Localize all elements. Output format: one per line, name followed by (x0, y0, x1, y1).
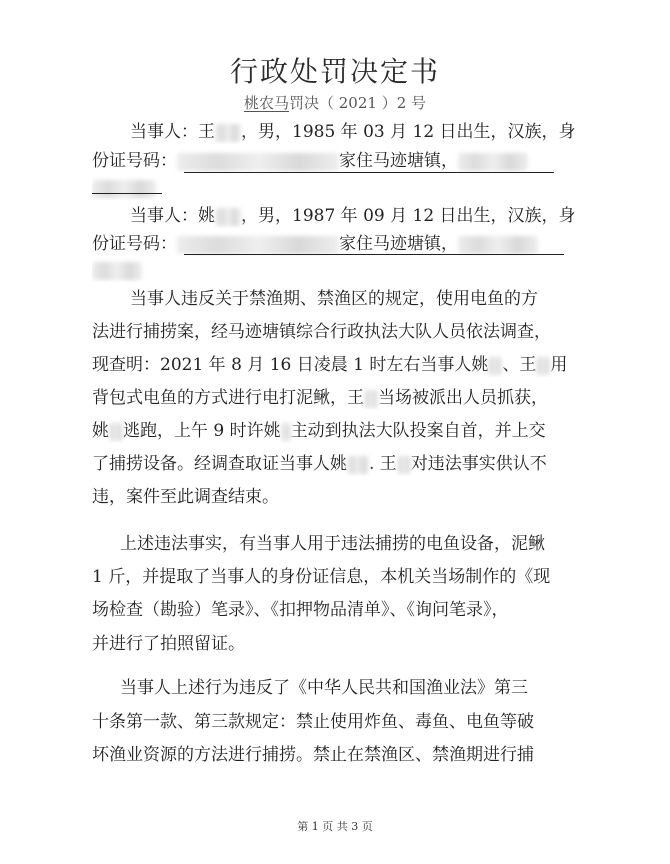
para1-line4-start: 背包式电鱼的方式进行电打泥鳅，王 (92, 388, 364, 408)
para1-line6-mid: . 王 (369, 454, 397, 474)
page-footer: 第 1 页 共 3 页 (297, 820, 373, 833)
party1-underline (184, 172, 554, 173)
para1-line5 (92, 419, 578, 443)
redaction (92, 180, 156, 198)
para3-line2: 十条第一款、第三款规定：禁止使用炸鱼、毒鱼、电鱼等破 (92, 712, 534, 732)
redaction (177, 153, 339, 171)
redaction (215, 208, 241, 226)
redaction (92, 262, 142, 280)
party1-address: 家住马迹塘镇， (339, 151, 458, 171)
redaction (177, 236, 339, 254)
para1-line4-end: 当场被派出人员抓获， (378, 388, 548, 408)
para2-line3: 场检查（勘验）笔录》、《扣押物品清单》、《询问笔录》， (92, 600, 509, 620)
redaction (347, 456, 369, 474)
para1-line6 (92, 452, 578, 476)
para1-line3-start: 现查明：2021 年 8 月 16 日凌晨 1 时左右当事人姚 (92, 355, 489, 375)
para2-line2: 1 斤，并提取了当事人的身份证信息，本机关当场制作的《现 (92, 567, 551, 587)
para1-line5-end: 主动到执法大队投案自首，并上交 (290, 421, 546, 441)
redaction (458, 236, 538, 254)
party1-details: ，男，1985 年 03 月 12 日出生，汉族，身 (241, 122, 576, 142)
party1-name: 王 (198, 122, 215, 142)
party2-line1 (130, 204, 578, 228)
redaction (364, 390, 378, 408)
para1-line4 (92, 386, 578, 410)
redaction (281, 423, 291, 441)
para1-line5-mid: 逃跑，上午 9 时许姚 (123, 421, 281, 441)
party1-label: 当事人： (130, 122, 198, 142)
party2-details: ，男，1987 年 09 月 12 日出生，汉族，身 (241, 206, 576, 226)
party2-name: 姚 (198, 206, 215, 226)
party2-label: 当事人： (130, 206, 198, 226)
document-number (0, 92, 670, 113)
para2-line4: 并进行了拍照留证。 (92, 634, 245, 654)
party1-line3 (92, 176, 172, 200)
para2-line1: 上述违法事实，有当事人用于违法捕捞的电鱼设备，泥鳅 (120, 534, 545, 554)
para1-line3-end: 用 (550, 355, 568, 375)
para1-line7: 违，案件至此调查结束。 (92, 487, 279, 507)
redaction (536, 357, 550, 375)
para1-line6-start: 了捕捞设备。经调查取证当事人姚 (92, 454, 347, 474)
redaction (397, 456, 411, 474)
para1-line1: 当事人违反关于禁渔期、禁渔区的规定，使用电鱼的方 (130, 289, 538, 309)
para1-line3-mid: 、王 (502, 355, 537, 375)
redaction (109, 423, 123, 441)
document-title: 行政处罚决定书 (229, 55, 440, 88)
party1-line2 (92, 149, 578, 173)
redaction (458, 153, 528, 171)
party2-address: 家住马迹塘镇， (339, 234, 458, 254)
party2-line3 (92, 258, 172, 282)
party1-id-label: 份证号码： (92, 151, 177, 171)
document-number-rest: 罚决（ 2021 ）2 号 (288, 94, 427, 112)
para1-line5-start: 姚 (92, 421, 109, 441)
party2-id-label: 份证号码： (92, 234, 177, 254)
party2-line2 (92, 232, 578, 256)
party1-underline-2 (92, 193, 162, 194)
para1-line6-end: 对违法事实供认不 (410, 454, 547, 474)
para3-line3: 坏渔业资源的方法进行捕捞。禁止在禁渔区、禁渔期进行捕 (92, 745, 534, 765)
party2-underline (184, 254, 564, 255)
para1-line2: 法进行捕捞案，经马迹塘镇综合行政执法大队人员依法调查， (92, 322, 551, 342)
redaction (215, 124, 241, 142)
para1-line3 (92, 353, 578, 377)
para3-line1: 当事人上述行为违反了《中华人民共和国渔业法》第三 (120, 678, 528, 698)
document-number-prefix: 桃农马 (243, 94, 289, 112)
redaction (488, 357, 502, 375)
party1-line1 (130, 120, 578, 144)
